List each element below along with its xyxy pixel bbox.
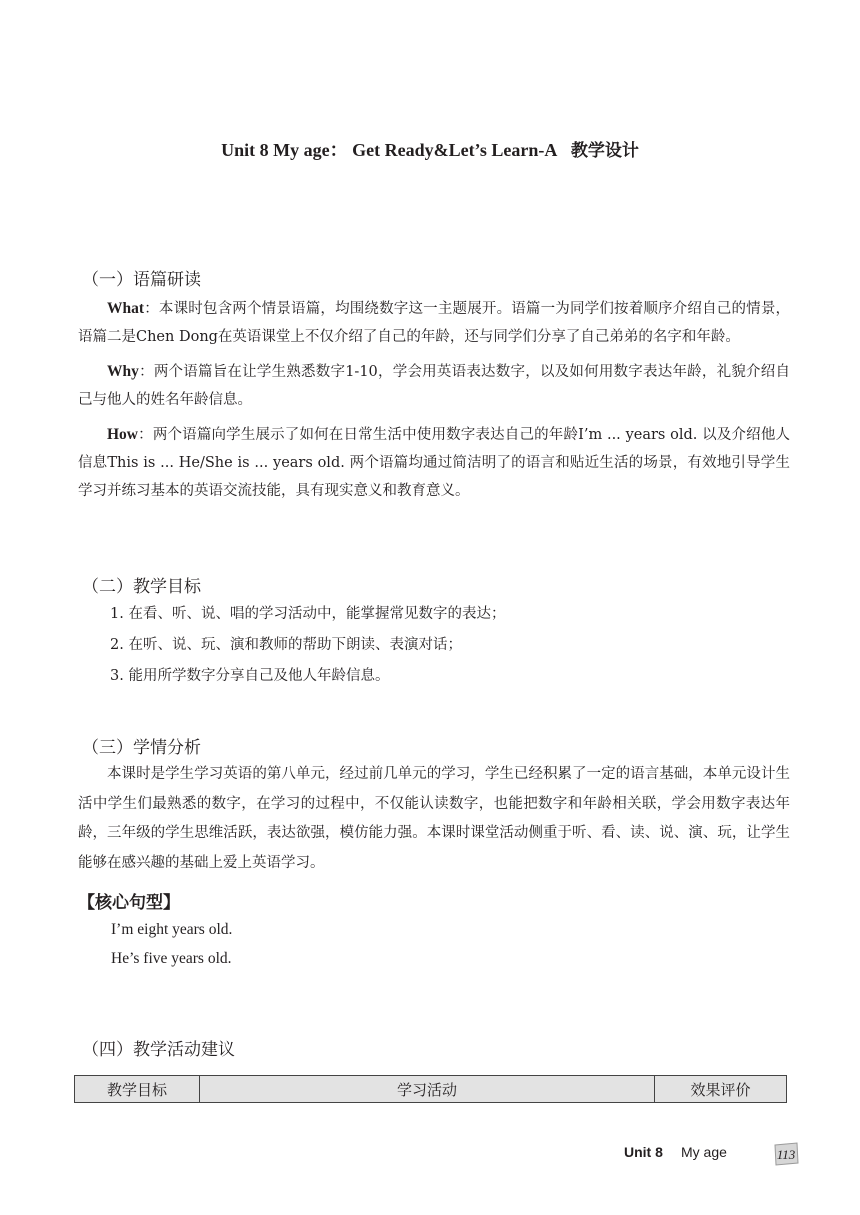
core-sentence: I’m eight years old. — [111, 921, 233, 938]
core-sentences-heading: 【核心句型】 — [78, 893, 180, 913]
how-text: ：两个语篇向学生展示了如何在日常生活中使用数字表达自己的年龄I’m ... years old. 以及介绍他人信息This is ... He/She is ... years old. 两个语篇均通过简洁明了的语言和贴近生活的场景，有效地引导学生学习并练习基本的英语交流技能，具有现实意义和教育意义。 — [78, 427, 790, 499]
table-header-evaluation: 效果评价 — [655, 1076, 787, 1103]
how-paragraph — [78, 421, 790, 505]
section-heading-text-study: （一）语篇研读 — [82, 270, 201, 290]
why-paragraph — [78, 358, 790, 414]
section-heading-learner-analysis: （三）学情分析 — [82, 738, 201, 758]
page-number: 113 — [776, 1147, 796, 1162]
section-heading-teaching-goals: （二）教学目标 — [82, 577, 201, 597]
section-heading-activity-suggestions: （四）教学活动建议 — [82, 1040, 235, 1060]
what-label: What — [107, 300, 145, 317]
learner-analysis-text: 本课时是学生学习英语的第八单元，经过前几单元的学习，学生已经积累了一定的语言基础，本单元设计生活中学生们最熟悉的数字，在学习的过程中，不仅能认读数字，也能把数字和年龄相关联，学会用数字表达年龄，三年级的学生思维活跃，表达欲强，模仿能力强。本课时课堂活动侧重于听、看、读、说、演、玩，让学生能够在感兴趣的基础上爱上英语学习。 — [78, 766, 790, 871]
learner-analysis-body — [78, 760, 790, 878]
why-label: Why — [107, 363, 139, 380]
table-header-goal: 教学目标 — [75, 1076, 200, 1103]
goal-item: 1. 在看、听、说、唱的学习活动中，能掌握常见数字的表达； — [110, 606, 506, 622]
core-sentences — [111, 915, 232, 973]
goal-item: 3. 能用所学数字分享自己及他人年龄信息。 — [110, 668, 390, 684]
why-text: ：两个语篇旨在让学生熟悉数字1-10，学会用英语表达数字，以及如何用数字表达年龄，礼貌介绍自己与他人的姓名年龄信息。 — [78, 364, 790, 408]
section-text-study-body — [78, 295, 790, 505]
goal-item: 2. 在听、说、玩、演和教师的帮助下朗读、表演对话； — [110, 637, 462, 653]
title-chinese: 教学设计 — [570, 141, 639, 161]
what-paragraph — [78, 295, 790, 351]
page-number-badge — [772, 1141, 800, 1167]
teaching-goals-list — [110, 599, 505, 692]
how-label: How — [107, 426, 138, 443]
table-header-row — [75, 1076, 787, 1103]
what-text: ：本课时包含两个情景语篇，均围绕数字这一主题展开。语篇一为同学们按着顺序介绍自己的情景，语篇二是Chen Dong在英语课堂上不仅介绍了自己的年龄，还与同学们分享了自己弟弟的名字和年龄。 — [78, 301, 790, 345]
activity-table — [74, 1075, 787, 1103]
footer-title: My age — [681, 1144, 727, 1160]
page-title — [0, 136, 860, 162]
title-english: Unit 8 My age： Get Ready&Let’s Learn-A — [221, 140, 558, 160]
footer-unit: Unit 8 — [624, 1144, 663, 1160]
core-sentence: He’s five years old. — [111, 950, 232, 967]
table-header-activity: 学习活动 — [200, 1076, 655, 1103]
